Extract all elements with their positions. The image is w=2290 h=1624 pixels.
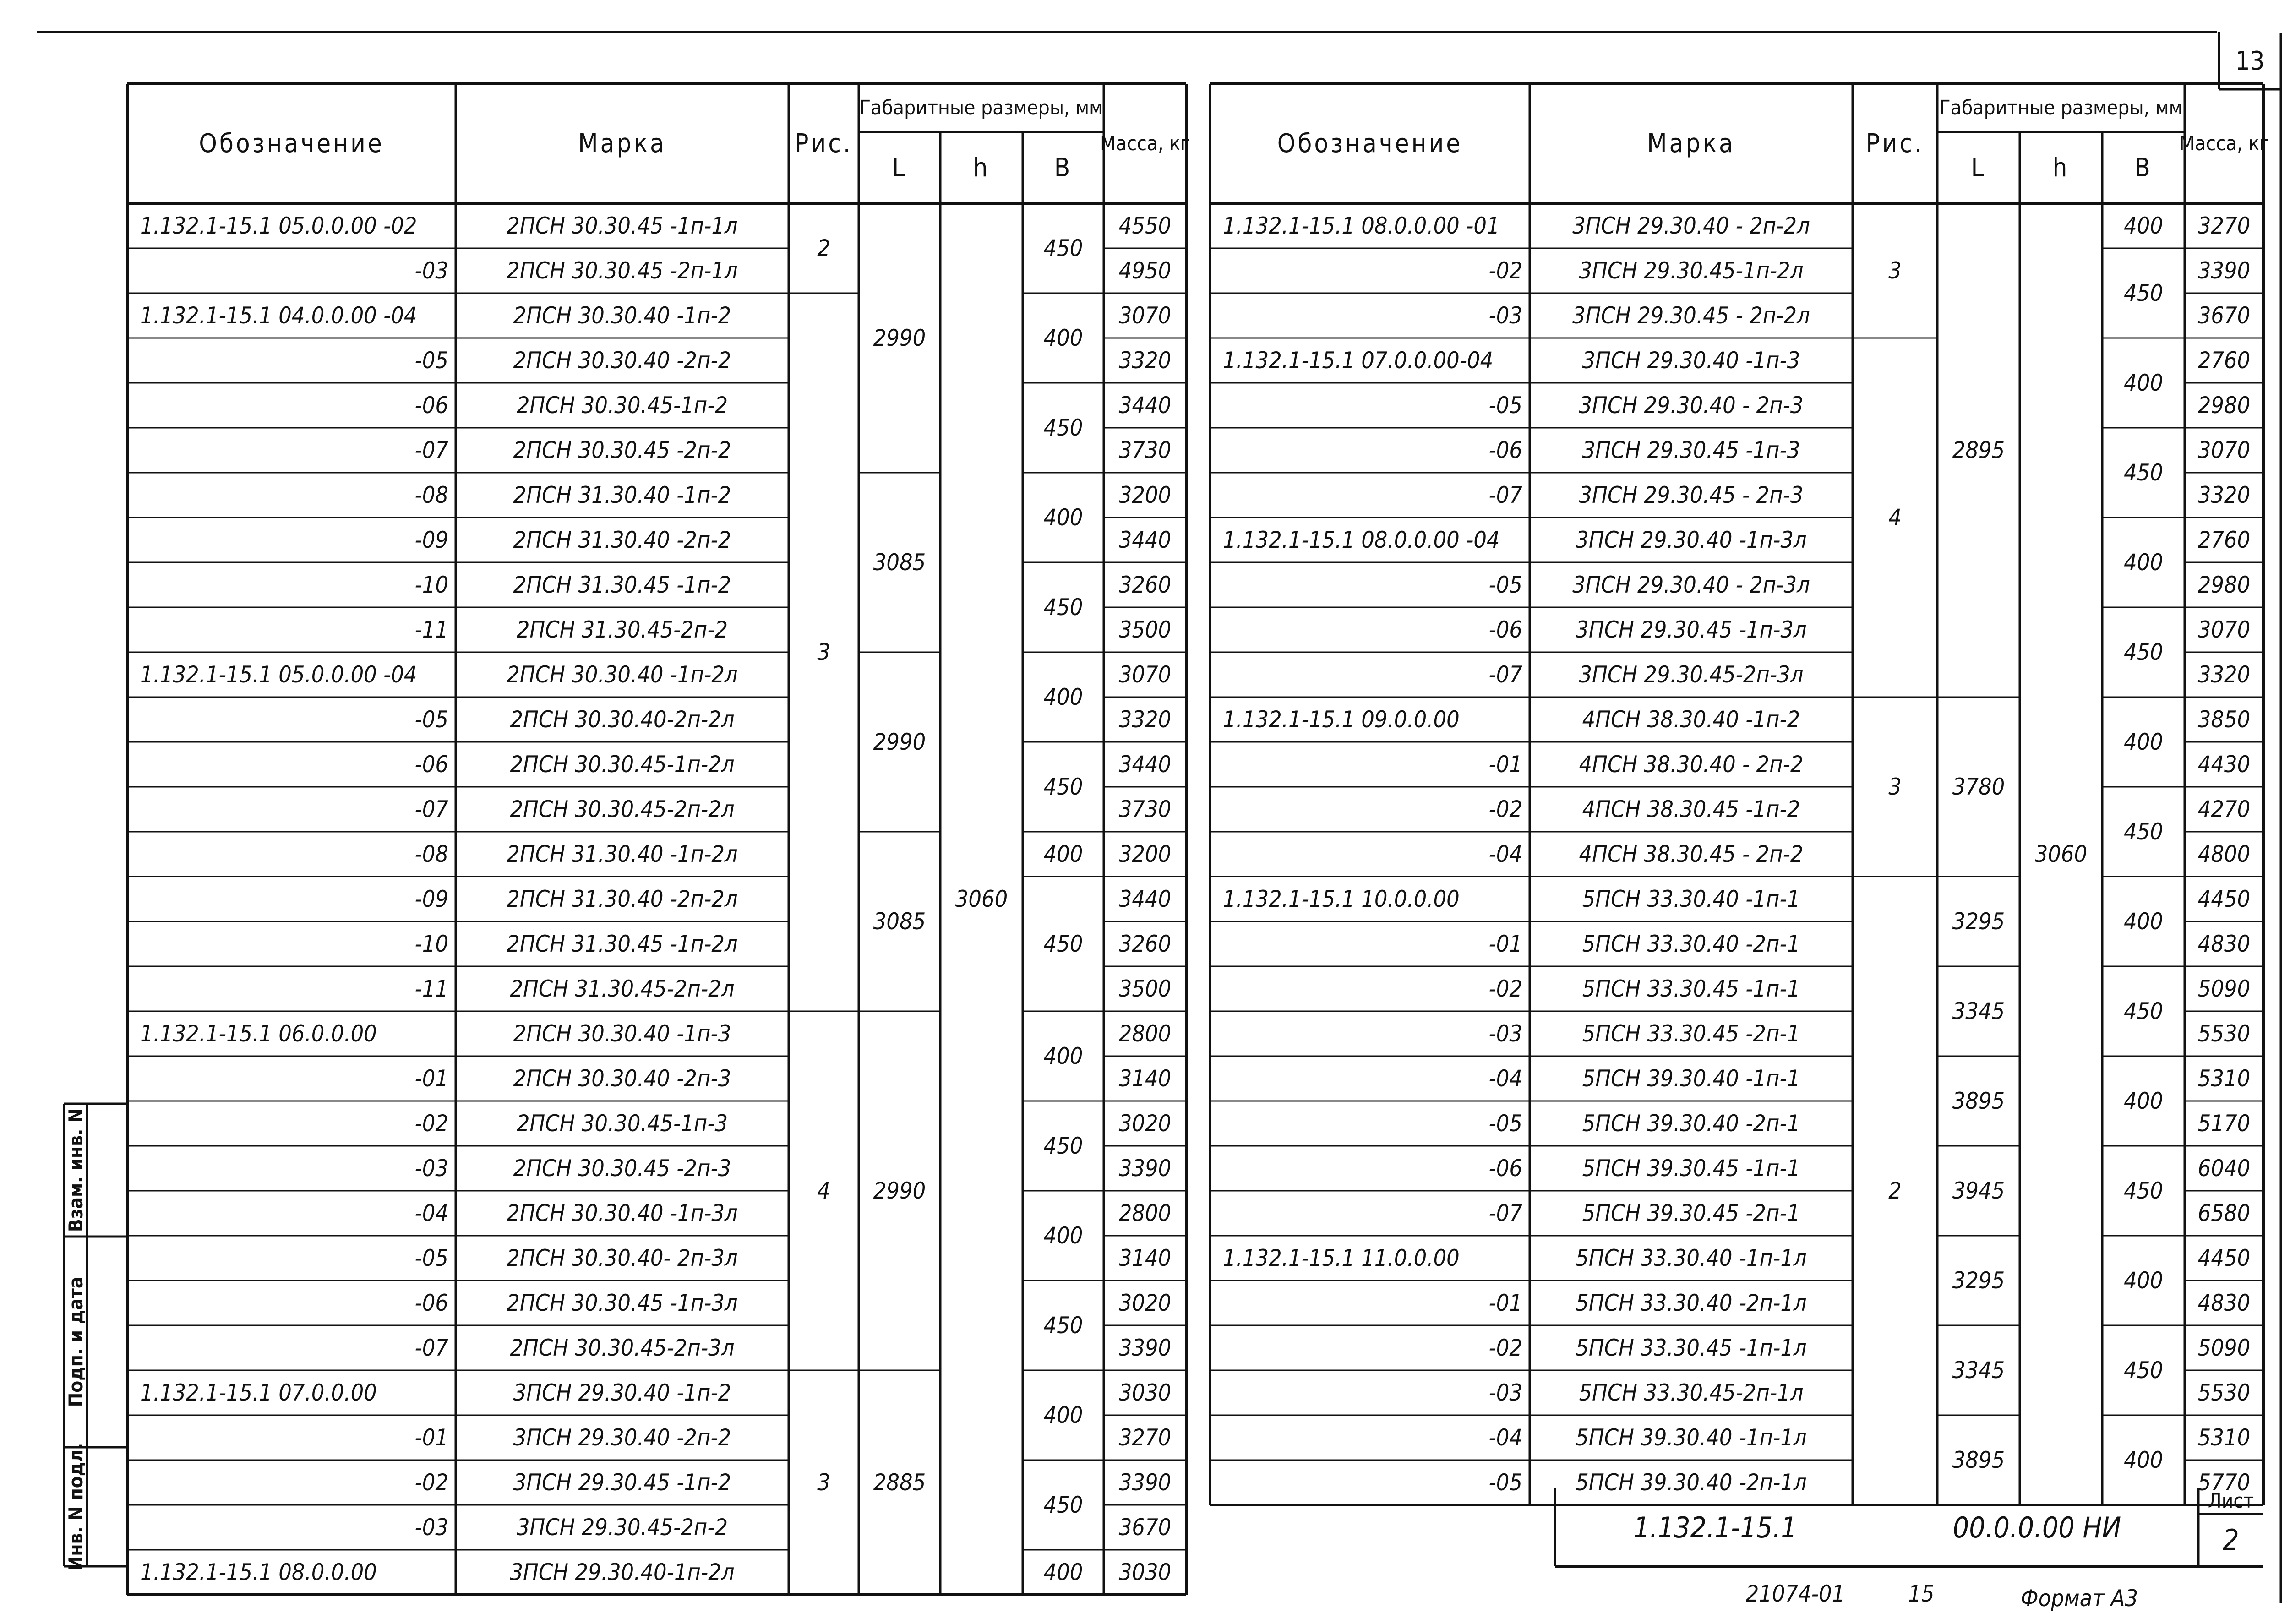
left-mark-cell: 2ПСН 31.30.45-2п-2л: [510, 975, 735, 1002]
left-L-value: 3085: [873, 549, 926, 576]
right-designation-cell: -04: [1488, 841, 1522, 867]
left-designation-cell: -01: [414, 1065, 448, 1092]
left-mass-cell: 2800: [1118, 1020, 1172, 1047]
left-header-h: h: [973, 153, 990, 183]
left-B-value: 400: [1043, 1222, 1083, 1249]
right-mass-cell: 5310: [2197, 1424, 2251, 1451]
right-designation-cell: -04: [1488, 1065, 1522, 1092]
stamp-code: 1.132.1-15.1: [1633, 1510, 1797, 1544]
left-mass-cell: 3390: [1118, 1155, 1172, 1182]
right-designation-cell: -02: [1488, 257, 1522, 284]
left-header-B: B: [1054, 153, 1073, 183]
left-B-value: 450: [1043, 414, 1083, 441]
right-designation-cell: 1.132.1-15.1 08.0.0.00 -01: [1223, 213, 1500, 239]
left-fig-value: 2: [817, 235, 830, 262]
left-L-value: 2990: [873, 325, 926, 351]
right-mass-cell: 4830: [2197, 931, 2251, 957]
left-mass-cell: 3730: [1118, 796, 1172, 823]
left-mark-cell: 2ПСН 30.30.40 -2п-3: [513, 1065, 731, 1092]
right-mark-cell: 5ПСН 39.30.45 -1п-1: [1582, 1155, 1800, 1182]
left-mass-cell: 4950: [1118, 257, 1172, 284]
left-mass-cell: 3270: [1118, 1424, 1172, 1451]
right-mark-cell: 4ПСН 38.30.45 -1п-2: [1582, 796, 1800, 823]
left-mark-cell: 2ПСН 31.30.40 -2п-2л: [507, 886, 738, 912]
left-designation-cell: 1.132.1-15.1 05.0.0.00 -02: [140, 213, 417, 239]
right-mark-cell: 3ПСН 29.30.45 - 2п-3: [1579, 482, 1804, 508]
left-mark-cell: 2ПСН 30.30.40 -2п-2: [513, 347, 731, 374]
left-mass-cell: 3020: [1118, 1110, 1172, 1137]
right-mass-cell: 5770: [2197, 1469, 2251, 1496]
right-designation-cell: -06: [1488, 616, 1522, 643]
right-mark-cell: 5ПСН 39.30.40 -1п-1: [1582, 1065, 1800, 1092]
left-B-value: 450: [1043, 1133, 1083, 1159]
right-mark-cell: 5ПСН 33.30.45 -1п-1л: [1576, 1335, 1807, 1361]
right-mass-cell: 6580: [2197, 1200, 2251, 1226]
right-designation-cell: -01: [1488, 1290, 1522, 1316]
footer-doc-number: 21074-01: [1745, 1580, 1845, 1607]
stamp-doc: 00.0.0.00 НИ: [1952, 1510, 2121, 1544]
left-designation-cell: -03: [414, 1514, 448, 1541]
right-B-value: 450: [2124, 280, 2163, 306]
left-mark-cell: 2ПСН 31.30.40 -1п-2: [513, 482, 731, 508]
right-mark-cell: 5ПСН 33.30.45-2п-1л: [1579, 1379, 1804, 1406]
stamp-sheet-number: 2: [2223, 1523, 2239, 1557]
right-fig-value: 2: [1888, 1177, 1902, 1204]
left-B-value: 450: [1043, 235, 1083, 262]
left-designation-cell: -02: [414, 1469, 448, 1496]
right-mark-cell: 5ПСН 39.30.40 -2п-1л: [1576, 1469, 1807, 1496]
left-designation-cell: -07: [414, 796, 448, 823]
left-mark-cell: 2ПСН 31.30.40 -1п-2л: [507, 841, 738, 867]
right-mark-cell: 5ПСН 39.30.40 -2п-1: [1582, 1110, 1800, 1137]
right-header-mark: Марка: [1647, 129, 1735, 158]
left-L-value: 3085: [873, 908, 926, 935]
right-B-value: 400: [2124, 1447, 2163, 1473]
right-designation-cell: -07: [1488, 1200, 1522, 1226]
right-B-value: 400: [2124, 1267, 2163, 1294]
right-mark-cell: 5ПСН 39.30.45 -2п-1: [1582, 1200, 1800, 1226]
left-mass-cell: 3070: [1118, 661, 1172, 688]
right-mark-cell: 5ПСН 33.30.40 -1п-1л: [1576, 1245, 1807, 1271]
left-B-value: 450: [1043, 774, 1083, 800]
left-mark-cell: 3ПСН 29.30.45 -1п-2: [513, 1469, 731, 1496]
right-mass-cell: 2980: [2197, 572, 2251, 598]
left-mass-cell: 3440: [1118, 392, 1172, 419]
right-fig-value: 3: [1888, 774, 1902, 800]
left-designation-cell: -07: [414, 1335, 448, 1361]
left-designation-cell: -06: [414, 392, 448, 419]
right-mass-cell: 5530: [2197, 1379, 2251, 1406]
left-mark-cell: 2ПСН 30.30.40 -1п-3: [513, 1020, 731, 1047]
left-mark-cell: 2ПСН 30.30.45 -2п-3: [513, 1155, 731, 1182]
right-B-value: 400: [2124, 729, 2163, 755]
right-B-value: 450: [2124, 1357, 2163, 1384]
right-L-value: 3345: [1952, 1357, 2005, 1384]
right-h-value: 3060: [2034, 841, 2088, 867]
right-B-value: 400: [2124, 908, 2163, 935]
right-header-fig: Рис.: [1866, 129, 1924, 158]
right-B-value: 400: [2124, 1088, 2163, 1114]
right-designation-cell: -07: [1488, 482, 1522, 508]
left-mass-cell: 3440: [1118, 751, 1172, 778]
right-mass-cell: 3320: [2197, 482, 2251, 508]
left-B-value: 400: [1043, 1043, 1083, 1069]
right-mass-cell: 4450: [2197, 886, 2251, 912]
left-mass-cell: 3020: [1118, 1290, 1172, 1316]
left-B-value: 450: [1043, 1492, 1083, 1518]
right-L-value: 3295: [1952, 1267, 2005, 1294]
left-mark-cell: 2ПСН 31.30.40 -2п-2: [513, 527, 731, 553]
left-mass-cell: 3200: [1118, 482, 1172, 508]
right-B-value: 450: [2124, 818, 2163, 845]
right-B-value: 450: [2124, 998, 2163, 1025]
left-header-dims: Габаритные размеры, мм: [860, 96, 1103, 120]
left-mass-cell: 3030: [1118, 1379, 1172, 1406]
left-designation-cell: -09: [414, 886, 448, 912]
left-mark-cell: 2ПСН 30.30.45-2п-3л: [510, 1335, 735, 1361]
left-L-value: 2990: [873, 1177, 926, 1204]
right-designation-cell: 1.132.1-15.1 07.0.0.00-04: [1223, 347, 1494, 374]
left-mark-cell: 2ПСН 30.30.40-2п-2л: [510, 706, 735, 733]
left-designation-cell: -03: [414, 1155, 448, 1182]
right-mark-cell: 4ПСН 38.30.40 -1п-2: [1582, 706, 1800, 733]
right-L-value: 3895: [1952, 1088, 2005, 1114]
right-header-h: h: [2052, 153, 2070, 183]
left-designation-cell: -11: [414, 616, 448, 643]
right-mark-cell: 5ПСН 33.30.40 -2п-1: [1582, 931, 1800, 957]
left-mark-cell: 2ПСН 31.30.45 -1п-2л: [507, 931, 738, 957]
right-header-designation: Обозначение: [1277, 129, 1463, 158]
left-designation-cell: -10: [414, 931, 448, 957]
right-designation-cell: -06: [1488, 1155, 1522, 1182]
left-L-value: 2885: [873, 1469, 926, 1496]
left-designation-cell: -04: [414, 1200, 448, 1226]
left-mark-cell: 3ПСН 29.30.40-1п-2л: [510, 1559, 735, 1586]
right-mark-cell: 4ПСН 38.30.45 - 2п-2: [1579, 841, 1804, 867]
right-mass-cell: 3070: [2197, 437, 2251, 463]
left-B-value: 450: [1043, 594, 1083, 621]
left-mark-cell: 2ПСН 30.30.40 -1п-3л: [507, 1200, 738, 1226]
right-B-value: 450: [2124, 639, 2163, 665]
left-designation-cell: -08: [414, 841, 448, 867]
right-header-dims: Габаритные размеры, мм: [1939, 96, 2183, 120]
left-header-designation: Обозначение: [199, 129, 384, 158]
right-designation-cell: -06: [1488, 437, 1522, 463]
left-header-L: L: [892, 153, 907, 183]
left-mark-cell: 2ПСН 31.30.45-2п-2: [516, 616, 728, 643]
right-designation-cell: -05: [1488, 1469, 1522, 1496]
right-mass-cell: 2760: [2197, 527, 2251, 553]
right-mark-cell: 3ПСН 29.30.40 - 2п-3л: [1572, 572, 1810, 598]
right-L-value: 3895: [1952, 1447, 2005, 1473]
left-designation-cell: -02: [414, 1110, 448, 1137]
right-mark-cell: 3ПСН 29.30.45-1п-2л: [1579, 257, 1804, 284]
right-L-value: 2895: [1952, 437, 2005, 463]
left-header-mark: Марка: [578, 129, 666, 158]
right-designation-cell: -05: [1488, 392, 1522, 419]
left-mass-cell: 3140: [1118, 1245, 1172, 1271]
right-B-value: 450: [2124, 1177, 2163, 1204]
right-designation-cell: -02: [1488, 796, 1522, 823]
left-mass-cell: 3500: [1118, 616, 1172, 643]
left-L-value: 2990: [873, 729, 926, 755]
left-header-mass: Масса, кг: [1100, 132, 1190, 155]
left-mass-cell: 3200: [1118, 841, 1172, 867]
left-designation-cell: -09: [414, 527, 448, 553]
right-header-mass: Масса, кг: [2179, 132, 2269, 155]
left-mass-cell: 3500: [1118, 975, 1172, 1002]
right-header-B: B: [2134, 153, 2153, 183]
left-designation-cell: -05: [414, 347, 448, 374]
left-designation-cell: 1.132.1-15.1 04.0.0.00 -04: [140, 302, 417, 329]
left-designation-cell: -06: [414, 751, 448, 778]
right-mass-cell: 4830: [2197, 1290, 2251, 1316]
right-mass-cell: 5090: [2197, 1335, 2251, 1361]
left-designation-cell: -01: [414, 1424, 448, 1451]
left-mark-cell: 2ПСН 30.30.45-1п-3: [516, 1110, 728, 1137]
left-fig-value: 3: [817, 1469, 830, 1496]
right-mass-cell: 4450: [2197, 1245, 2251, 1271]
right-designation-cell: 1.132.1-15.1 10.0.0.00: [1223, 886, 1460, 912]
right-mass-cell: 6040: [2197, 1155, 2251, 1182]
left-mark-cell: 2ПСН 31.30.45 -1п-2: [513, 572, 731, 598]
left-B-value: 400: [1043, 1559, 1083, 1586]
right-designation-cell: -07: [1488, 661, 1522, 688]
left-designation-cell: 1.132.1-15.1 07.0.0.00: [140, 1379, 377, 1406]
left-mass-cell: 3070: [1118, 302, 1172, 329]
left-h-value: 3060: [955, 886, 1008, 912]
right-mark-cell: 3ПСН 29.30.45-2п-3л: [1579, 661, 1804, 688]
left-designation-cell: -07: [414, 437, 448, 463]
right-designation-cell: -03: [1488, 1379, 1522, 1406]
right-header-L: L: [1971, 153, 1986, 183]
left-B-value: 400: [1043, 325, 1083, 351]
left-mark-cell: 2ПСН 30.30.45-1п-2л: [510, 751, 735, 778]
right-designation-cell: 1.132.1-15.1 11.0.0.00: [1223, 1245, 1460, 1271]
left-mass-cell: 3260: [1118, 572, 1172, 598]
right-mass-cell: 4800: [2197, 841, 2251, 867]
right-fig-value: 3: [1888, 257, 1902, 284]
left-mass-cell: 3670: [1118, 1514, 1172, 1541]
left-mass-cell: 3440: [1118, 886, 1172, 912]
right-mass-cell: 3070: [2197, 616, 2251, 643]
right-designation-cell: -05: [1488, 572, 1522, 598]
right-L-value: 3345: [1952, 998, 2005, 1025]
right-mark-cell: 3ПСН 29.30.45 -1п-3: [1582, 437, 1800, 463]
right-designation-cell: 1.132.1-15.1 08.0.0.00 -04: [1223, 527, 1500, 553]
left-designation-cell: 1.132.1-15.1 08.0.0.00: [140, 1559, 377, 1586]
left-designation-cell: -05: [414, 706, 448, 733]
right-designation-cell: -01: [1488, 931, 1522, 957]
right-designation-cell: -01: [1488, 751, 1522, 778]
left-designation-cell: -11: [414, 975, 448, 1002]
right-B-value: 400: [2124, 213, 2163, 239]
right-designation-cell: 1.132.1-15.1 09.0.0.00: [1223, 706, 1460, 733]
left-mark-cell: 2ПСН 30.30.45 -1п-3л: [507, 1290, 738, 1316]
left-B-value: 400: [1043, 684, 1083, 710]
left-fig-value: 4: [817, 1177, 830, 1204]
right-mark-cell: 3ПСН 29.30.40 - 2п-2л: [1572, 213, 1810, 239]
left-designation-cell: -05: [414, 1245, 448, 1271]
left-designation-cell: -08: [414, 482, 448, 508]
page-number: 13: [2235, 46, 2265, 76]
left-mass-cell: 3730: [1118, 437, 1172, 463]
right-mass-cell: 5310: [2197, 1065, 2251, 1092]
stamp-sheet-label: Лист: [2208, 1489, 2254, 1513]
right-B-value: 400: [2124, 370, 2163, 396]
left-designation-cell: 1.132.1-15.1 05.0.0.00 -04: [140, 661, 417, 688]
right-L-value: 3945: [1952, 1177, 2005, 1204]
left-mass-cell: 3030: [1118, 1559, 1172, 1586]
left-mark-cell: 2ПСН 30.30.45 -2п-1л: [507, 257, 738, 284]
left-mass-cell: 3440: [1118, 527, 1172, 553]
right-mark-cell: 3ПСН 29.30.40 - 2п-3: [1579, 392, 1804, 419]
right-mass-cell: 2760: [2197, 347, 2251, 374]
left-fig-value: 3: [817, 639, 830, 665]
left-header-fig: Рис.: [795, 129, 853, 158]
right-mark-cell: 3ПСН 29.30.40 -1п-3: [1582, 347, 1800, 374]
left-B-value: 400: [1043, 841, 1083, 867]
right-mass-cell: 3670: [2197, 302, 2251, 329]
left-B-value: 450: [1043, 1312, 1083, 1339]
left-mass-cell: 3140: [1118, 1065, 1172, 1092]
right-mass-cell: 3390: [2197, 257, 2251, 284]
right-mass-cell: 5090: [2197, 975, 2251, 1002]
right-L-value: 3780: [1952, 774, 2005, 800]
right-mark-cell: 3ПСН 29.30.45 - 2п-2л: [1572, 302, 1810, 329]
right-designation-cell: -02: [1488, 975, 1522, 1002]
right-mass-cell: 2980: [2197, 392, 2251, 419]
left-mark-cell: 3ПСН 29.30.40 -2п-2: [513, 1424, 731, 1451]
left-mass-cell: 3260: [1118, 931, 1172, 957]
left-B-value: 400: [1043, 504, 1083, 531]
left-mark-cell: 2ПСН 30.30.45 -1п-1л: [507, 213, 738, 239]
right-designation-cell: -05: [1488, 1110, 1522, 1137]
right-mark-cell: 5ПСН 33.30.45 -2п-1: [1582, 1020, 1800, 1047]
right-B-value: 450: [2124, 459, 2163, 486]
right-mass-cell: 3850: [2197, 706, 2251, 733]
right-designation-cell: -03: [1488, 1020, 1522, 1047]
left-designation-cell: -03: [414, 257, 448, 284]
right-mark-cell: 5ПСН 39.30.40 -1п-1л: [1576, 1424, 1807, 1451]
left-mass-cell: 3320: [1118, 347, 1172, 374]
right-mass-cell: 4270: [2197, 796, 2251, 823]
left-B-value: 400: [1043, 1402, 1083, 1428]
right-B-value: 400: [2124, 549, 2163, 576]
left-mark-cell: 3ПСН 29.30.45-2п-2: [516, 1514, 728, 1541]
right-mark-cell: 3ПСН 29.30.45 -1п-3л: [1576, 616, 1807, 643]
right-designation-cell: -02: [1488, 1335, 1522, 1361]
left-designation-cell: 1.132.1-15.1 06.0.0.00: [140, 1020, 377, 1047]
left-mass-cell: 2800: [1118, 1200, 1172, 1226]
side-stamp-label: Взам. инв. N: [64, 1108, 87, 1232]
right-fig-value: 4: [1888, 504, 1902, 531]
side-stamp-label: Инв. N подл.: [64, 1443, 87, 1571]
left-mark-cell: 2ПСН 30.30.45 -2п-2: [513, 437, 731, 463]
left-mass-cell: 3320: [1118, 706, 1172, 733]
right-mark-cell: 3ПСН 29.30.40 -1п-3л: [1576, 527, 1807, 553]
footer-doc-index: 15: [1908, 1580, 1935, 1607]
left-B-value: 450: [1043, 931, 1083, 957]
left-mass-cell: 3390: [1118, 1469, 1172, 1496]
right-mass-cell: 4430: [2197, 751, 2251, 778]
right-designation-cell: -04: [1488, 1424, 1522, 1451]
right-mass-cell: 5170: [2197, 1110, 2251, 1137]
left-mark-cell: 2ПСН 30.30.40 -1п-2л: [507, 661, 738, 688]
left-mass-cell: 3390: [1118, 1335, 1172, 1361]
left-designation-cell: -06: [414, 1290, 448, 1316]
footer-format: Формат А3: [2020, 1585, 2138, 1612]
right-mass-cell: 3320: [2197, 661, 2251, 688]
left-mark-cell: 2ПСН 30.30.40- 2п-3л: [507, 1245, 738, 1271]
left-designation-cell: -10: [414, 572, 448, 598]
right-mass-cell: 5530: [2197, 1020, 2251, 1047]
right-mark-cell: 5ПСН 33.30.40 -1п-1: [1582, 886, 1800, 912]
right-mark-cell: 5ПСН 33.30.45 -1п-1: [1582, 975, 1800, 1002]
right-designation-cell: -03: [1488, 302, 1522, 329]
right-mass-cell: 3270: [2197, 213, 2251, 239]
right-mark-cell: 5ПСН 33.30.40 -2п-1л: [1576, 1290, 1807, 1316]
side-stamp-label: Подп. и дата: [64, 1276, 87, 1407]
left-mass-cell: 4550: [1118, 213, 1172, 239]
left-mark-cell: 2ПСН 30.30.45-1п-2: [516, 392, 728, 419]
left-mark-cell: 3ПСН 29.30.40 -1п-2: [513, 1379, 731, 1406]
right-L-value: 3295: [1952, 908, 2005, 935]
left-mark-cell: 2ПСН 30.30.45-2п-2л: [510, 796, 735, 823]
right-mark-cell: 4ПСН 38.30.40 - 2п-2: [1579, 751, 1804, 778]
left-mark-cell: 2ПСН 30.30.40 -1п-2: [513, 302, 731, 329]
